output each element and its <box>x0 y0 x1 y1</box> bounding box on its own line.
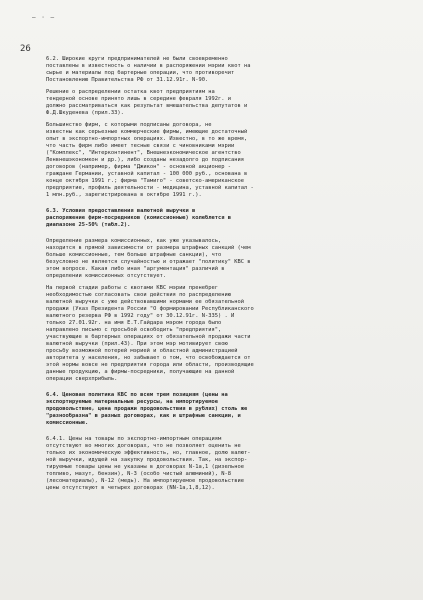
text-line: известны как серьезные коммерческие фирмы, имеющие достаточный <box>46 129 248 135</box>
text-line: Большинство фирм, с которыми подписаны договора, не <box>46 122 212 128</box>
text-line: Решение о распределении остатка квот предприятиям на <box>46 89 215 95</box>
text-line: 6.4. Ценовая политика КВС по всем трем позициям (цены на <box>46 392 228 398</box>
paragraph-gap <box>46 383 398 392</box>
text-paragraph <box>46 238 398 280</box>
text-line: необходимостью согласовать свои действия по распределению <box>46 292 231 298</box>
text-line: экспортируемые материальные ресурсы, на импортируемое <box>46 399 219 405</box>
text-line: договоров (например, фирма "Джикон" - основной акционер - <box>46 164 231 170</box>
text-line: операции сверхприбыль. <box>46 376 118 382</box>
text-line: должно рассматриваться как результат вмешательства депутатов и <box>46 103 248 109</box>
text-line: больше комиссионные, тем больше штрафные санкции), что <box>46 252 222 258</box>
text-line: этом вопросе. Какая либо иная "аргументация" различий в <box>46 266 225 272</box>
text-line: сырье и материалы под бартерные операции, что противоречит <box>46 70 235 76</box>
text-paragraph <box>46 89 398 117</box>
text-line: На первой стадии работы с квотами КВС мэрии пренебрег <box>46 285 219 291</box>
text-line: 6.2. Широкие круги предпринимателей не были своевременно <box>46 56 228 62</box>
text-line: тируемые товары цены не указаны в договорах N-1a,1 (дизельное <box>46 464 244 470</box>
text-line: распоряжение фирм-посредников (комиссионные) колеблется в <box>46 215 231 221</box>
text-line: Постановлению Правительства РФ от 31.12.91г. N-90. <box>46 77 209 83</box>
text-line: находится в прямой зависимости от размера штрафных санкций (чем <box>46 245 251 251</box>
text-line: опыт в экспортно-импортных операциях. Известно, в то же время, <box>46 136 248 142</box>
text-line: безусловно не является случайностью и отражает "политику" КВС в <box>46 259 251 265</box>
text-line: Определение размера комиссионных, как уже указывалось, <box>46 238 222 244</box>
text-paragraph <box>46 436 398 492</box>
text-line: отсутствуют во многих договорах, что не позволяет оценить не <box>46 443 241 449</box>
text-line: валютного резерва РФ в 1992 году" от 30.12.91г. N-335) . И <box>46 313 235 319</box>
text-line: валютной выручки (прил.43). При этом мэр мотивирует свою <box>46 341 228 347</box>
text-line: только их экономическую эффективность, но, главное, долю валют- <box>46 450 251 456</box>
paragraph-gap <box>46 199 398 208</box>
text-line: ной выручки, идущей на закупку продовольствия. Так, на экспор- <box>46 457 248 463</box>
text-line: предприятие, профиль деятельности - медицина, уставной капитал - <box>46 185 254 191</box>
text-paragraph <box>46 56 398 84</box>
text-line: (лесоматериалы), N-12 (медь). На импортируемое продовольствие <box>46 478 244 484</box>
text-line: 1 млн.руб., зарегистрирована в октябре 1991 г.). <box>46 192 202 198</box>
text-paragraph <box>46 122 398 199</box>
section-heading-paragraph <box>46 208 398 229</box>
corner-mark: — · — <box>32 14 56 21</box>
text-line: что часть фирм либо имеет тесные связи с чиновниками мэрии <box>46 143 235 149</box>
text-line: граждане Германии, уставной капитал - 100 000 руб., основана в <box>46 171 248 177</box>
text-line: участвующие в бартерных операциях от обязательной продажи части <box>46 334 251 340</box>
text-line: ("Комплекс", "Интерконтинент", Внешнеэкономическое агентство <box>46 150 241 156</box>
text-line: тендерной основе принято лишь в середине февраля 1992г. и <box>46 96 231 102</box>
text-line: Ленвнешэкономкон и др.), либо созданы незадолго до подписания <box>46 157 244 163</box>
text-line: Ф.Д.Шкуденева (прил.33). <box>46 110 124 116</box>
section-heading-paragraph <box>46 392 398 427</box>
text-line: 6.3. Условия предоставления валютной выручки в <box>46 208 196 214</box>
text-line: валютной выручки с уже действовавшими нормами ее обязательной <box>46 299 244 305</box>
text-line: комиссионные. <box>46 420 89 426</box>
text-line: поставлены в известность о наличии в распоряжении мэрии квот на <box>46 63 251 69</box>
text-line: продажи (Указ Президента России "О формировании Республиканского <box>46 306 254 312</box>
text-line: продовольствие, цена продажи продовольствия в рублях) столь же <box>46 406 248 412</box>
page-number: 26 <box>20 44 31 54</box>
text-line: конце октября 1991 г.; фирма "Тамиго" - советско-американское <box>46 178 244 184</box>
text-line: определении комиссионных отсутствует. <box>46 273 167 279</box>
text-line: данные продукцию, а фирмы-посредники, получающие на данной <box>46 369 235 375</box>
text-line: 6.4.1. Цены на товары по экспортно-импортным операциям <box>46 436 222 442</box>
paragraph-gap <box>46 229 398 238</box>
text-line: диапазоне 25-50% (табл.2). <box>46 222 131 228</box>
text-line: просьбу возможной потерей мэрией и областной администрацией <box>46 348 238 354</box>
paragraph-gap <box>46 427 398 436</box>
text-line: цены отсутствуют в четырех договорах (NN-1a,1,8,12). <box>46 485 215 491</box>
document-body <box>46 56 398 492</box>
text-line: "разнообразна" в разных договорах, как и штрафные санкции, и <box>46 413 241 419</box>
text-line: этой нормы вовсе не предприятия города или области, производящие <box>46 362 254 368</box>
text-line: только 27.01.92г. на имя Е.Т.Гайдара мэром города было <box>46 320 222 326</box>
text-line: направлено письмо с просьбой освободить "предприятия", <box>46 327 222 333</box>
text-line: авторитета у населения, но забывает о том, что освобождается от <box>46 355 251 361</box>
text-line: топливо, мазут, бензин), N-3 (особо чистый алюминий), N-8 <box>46 471 231 477</box>
text-paragraph <box>46 285 398 383</box>
